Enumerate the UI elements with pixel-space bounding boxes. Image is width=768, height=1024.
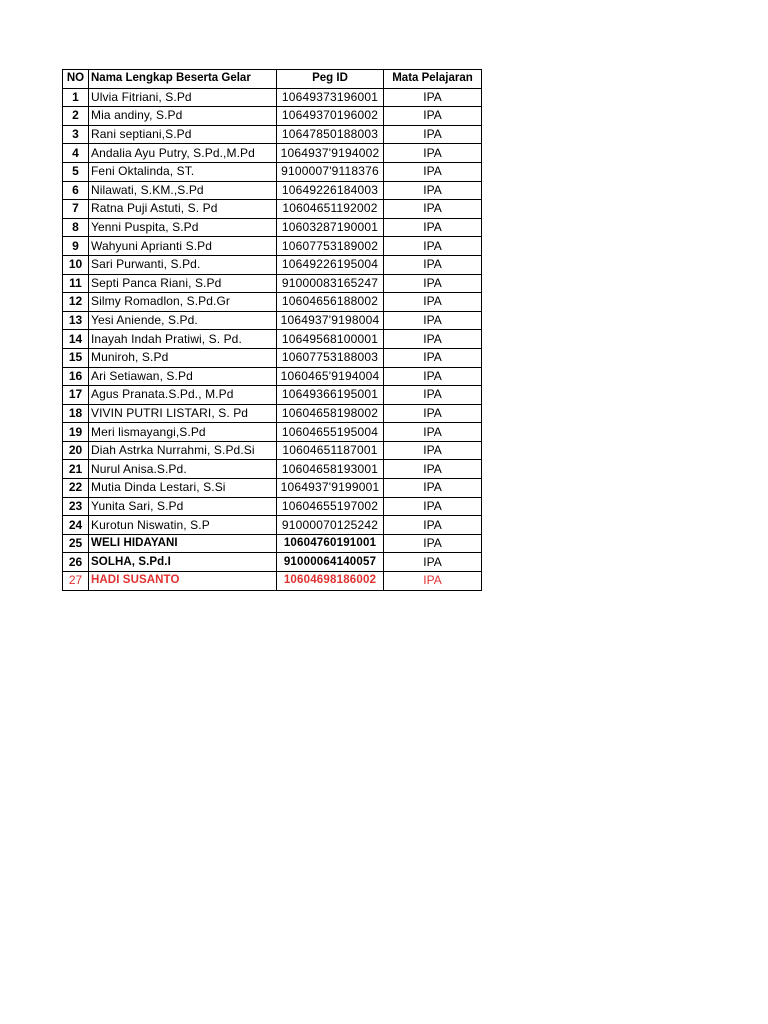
cell-no[interactable]: 16 <box>63 367 89 386</box>
table-row <box>63 348 482 367</box>
cell-name[interactable]: Feni Oktalinda, ST. <box>89 162 277 181</box>
table-row <box>63 311 482 330</box>
cell-subject[interactable]: IPA <box>384 218 482 237</box>
cell-peg-id[interactable]: 10604651187001 <box>277 441 384 460</box>
cell-name[interactable]: HADI SUSANTO <box>89 572 277 591</box>
cell-peg-id[interactable]: 10604651192002 <box>277 200 384 219</box>
header-row <box>63 70 482 89</box>
cell-peg-id[interactable]: 91000083165247 <box>277 274 384 293</box>
table-row <box>63 572 482 591</box>
cell-no[interactable]: 22 <box>63 479 89 498</box>
roster-body <box>63 88 482 590</box>
cell-subject[interactable]: IPA <box>384 311 482 330</box>
cell-peg-id[interactable]: 10607753189002 <box>277 237 384 256</box>
cell-name[interactable]: Yunita Sari, S.Pd <box>89 497 277 516</box>
cell-subject[interactable]: IPA <box>384 125 482 144</box>
cell-no[interactable]: 7 <box>63 200 89 219</box>
cell-subject[interactable]: IPA <box>384 404 482 423</box>
cell-name[interactable]: Muniroh, S.Pd <box>89 348 277 367</box>
header-subject[interactable]: Mata Pelajaran <box>384 70 482 89</box>
cell-name[interactable]: Yesi Aniende, S.Pd. <box>89 311 277 330</box>
cell-name[interactable]: Diah Astrka Nurrahmi, S.Pd.Si <box>89 441 277 460</box>
cell-subject[interactable]: IPA <box>384 497 482 516</box>
cell-peg-id[interactable]: 10649568100001 <box>277 330 384 349</box>
cell-subject[interactable]: IPA <box>384 534 482 553</box>
table-row <box>63 441 482 460</box>
cell-name[interactable]: Andalia Ayu Putry, S.Pd.,M.Pd <box>89 144 277 163</box>
cell-peg-id[interactable]: 9100007'9118376 <box>277 162 384 181</box>
cell-subject[interactable]: IPA <box>384 237 482 256</box>
cell-name[interactable]: Meri lismayangi,S.Pd <box>89 423 277 442</box>
cell-name[interactable]: Ari Setiawan, S.Pd <box>89 367 277 386</box>
cell-name[interactable]: WELI HIDAYANI <box>89 534 277 553</box>
cell-subject[interactable]: IPA <box>384 293 482 312</box>
cell-subject[interactable]: IPA <box>384 274 482 293</box>
cell-no[interactable]: 3 <box>63 125 89 144</box>
teacher-roster-table <box>62 69 482 591</box>
table-row <box>63 200 482 219</box>
table-row <box>63 386 482 405</box>
cell-name[interactable]: Wahyuni Aprianti S.Pd <box>89 237 277 256</box>
table-row <box>63 497 482 516</box>
table-row <box>63 125 482 144</box>
cell-peg-id[interactable]: 10604658198002 <box>277 404 384 423</box>
cell-no[interactable]: 12 <box>63 293 89 312</box>
cell-no[interactable]: 19 <box>63 423 89 442</box>
cell-no[interactable]: 15 <box>63 348 89 367</box>
cell-subject[interactable]: IPA <box>384 255 482 274</box>
cell-name[interactable]: Nilawati, S.KM.,S.Pd <box>89 181 277 200</box>
cell-no[interactable]: 18 <box>63 404 89 423</box>
header-name[interactable]: Nama Lengkap Beserta Gelar <box>89 70 277 89</box>
table-row <box>63 162 482 181</box>
table-row <box>63 181 482 200</box>
cell-name[interactable]: Mutia Dinda Lestari, S.Si <box>89 479 277 498</box>
cell-subject[interactable]: IPA <box>384 460 482 479</box>
cell-peg-id[interactable]: 10604655195004 <box>277 423 384 442</box>
table-row <box>63 107 482 126</box>
cell-peg-id[interactable]: 10604698186002 <box>277 572 384 591</box>
cell-peg-id[interactable]: 10604658193001 <box>277 460 384 479</box>
cell-peg-id[interactable]: 1064937'9198004 <box>277 311 384 330</box>
spreadsheet-sheet <box>62 69 482 591</box>
cell-subject[interactable]: IPA <box>384 423 482 442</box>
table-row <box>63 423 482 442</box>
cell-no[interactable]: 2 <box>63 107 89 126</box>
cell-peg-id[interactable]: 10647850188003 <box>277 125 384 144</box>
cell-subject[interactable]: IPA <box>384 107 482 126</box>
cell-peg-id[interactable]: 1060465'9194004 <box>277 367 384 386</box>
cell-no[interactable]: 25 <box>63 534 89 553</box>
cell-no[interactable]: 23 <box>63 497 89 516</box>
header-peg-id[interactable]: Peg ID <box>277 70 384 89</box>
table-row <box>63 516 482 535</box>
cell-subject[interactable]: IPA <box>384 516 482 535</box>
table-row <box>63 144 482 163</box>
cell-peg-id[interactable]: 10607753188003 <box>277 348 384 367</box>
cell-no[interactable]: 4 <box>63 144 89 163</box>
cell-name[interactable]: Silmy Romadlon, S.Pd.Gr <box>89 293 277 312</box>
table-row <box>63 218 482 237</box>
table-row <box>63 479 482 498</box>
cell-no[interactable]: 10 <box>63 255 89 274</box>
cell-peg-id[interactable]: 10649226184003 <box>277 181 384 200</box>
cell-name[interactable]: Yenni Puspita, S.Pd <box>89 218 277 237</box>
cell-name[interactable]: Ratna Puji Astuti, S. Pd <box>89 200 277 219</box>
cell-peg-id[interactable]: 10649373196001 <box>277 88 384 107</box>
cell-no[interactable]: 21 <box>63 460 89 479</box>
cell-peg-id[interactable]: 1064937'9194002 <box>277 144 384 163</box>
cell-name[interactable]: Mia andiny, S.Pd <box>89 107 277 126</box>
cell-subject[interactable]: IPA <box>384 367 482 386</box>
cell-no[interactable]: 24 <box>63 516 89 535</box>
header-no[interactable]: NO <box>63 70 89 89</box>
cell-name[interactable]: Kurotun Niswatin, S.P <box>89 516 277 535</box>
cell-no[interactable]: 1 <box>63 88 89 107</box>
table-row <box>63 553 482 572</box>
cell-peg-id[interactable]: 10649366195001 <box>277 386 384 405</box>
cell-peg-id[interactable]: 10649370196002 <box>277 107 384 126</box>
table-row <box>63 534 482 553</box>
cell-no[interactable]: 14 <box>63 330 89 349</box>
cell-peg-id[interactable]: 10649226195004 <box>277 255 384 274</box>
cell-subject[interactable]: IPA <box>384 348 482 367</box>
cell-subject[interactable]: IPA <box>384 88 482 107</box>
cell-no[interactable]: 20 <box>63 441 89 460</box>
cell-no[interactable]: 9 <box>63 237 89 256</box>
cell-name[interactable]: Inayah Indah Pratiwi, S. Pd. <box>89 330 277 349</box>
cell-subject[interactable]: IPA <box>384 572 482 591</box>
cell-subject[interactable]: IPA <box>384 441 482 460</box>
cell-no[interactable]: 26 <box>63 553 89 572</box>
cell-peg-id[interactable]: 10604655197002 <box>277 497 384 516</box>
table-row <box>63 404 482 423</box>
cell-name[interactable]: VIVIN PUTRI LISTARI, S. Pd <box>89 404 277 423</box>
cell-no[interactable]: 17 <box>63 386 89 405</box>
cell-subject[interactable]: IPA <box>384 181 482 200</box>
cell-name[interactable]: Ulvia Fitriani, S.Pd <box>89 88 277 107</box>
cell-name[interactable]: Rani septiani,S.Pd <box>89 125 277 144</box>
cell-name[interactable]: Septi Panca Riani, S.Pd <box>89 274 277 293</box>
cell-peg-id[interactable]: 10604760191001 <box>277 534 384 553</box>
cell-peg-id[interactable]: 10604656188002 <box>277 293 384 312</box>
cell-name[interactable]: Nurul Anisa.S.Pd. <box>89 460 277 479</box>
cell-peg-id[interactable]: 91000070125242 <box>277 516 384 535</box>
cell-name[interactable]: Sari Purwanti, S.Pd. <box>89 255 277 274</box>
cell-no[interactable]: 8 <box>63 218 89 237</box>
table-row <box>63 88 482 107</box>
table-row <box>63 237 482 256</box>
cell-peg-id[interactable]: 91000064140057 <box>277 553 384 572</box>
cell-no[interactable]: 13 <box>63 311 89 330</box>
cell-peg-id[interactable]: 1064937'9199001 <box>277 479 384 498</box>
table-row <box>63 460 482 479</box>
table-row <box>63 274 482 293</box>
cell-no[interactable]: 6 <box>63 181 89 200</box>
cell-no[interactable]: 5 <box>63 162 89 181</box>
cell-subject[interactable]: IPA <box>384 479 482 498</box>
table-row <box>63 293 482 312</box>
table-row <box>63 330 482 349</box>
cell-subject[interactable]: IPA <box>384 162 482 181</box>
cell-subject[interactable]: IPA <box>384 553 482 572</box>
cell-name[interactable]: SOLHA, S.Pd.I <box>89 553 277 572</box>
cell-no[interactable]: 27 <box>63 572 89 591</box>
table-row <box>63 255 482 274</box>
cell-peg-id[interactable]: 10603287190001 <box>277 218 384 237</box>
cell-subject[interactable]: IPA <box>384 386 482 405</box>
table-row <box>63 367 482 386</box>
cell-name[interactable]: Agus Pranata.S.Pd., M.Pd <box>89 386 277 405</box>
cell-subject[interactable]: IPA <box>384 200 482 219</box>
cell-subject[interactable]: IPA <box>384 144 482 163</box>
cell-subject[interactable]: IPA <box>384 330 482 349</box>
cell-no[interactable]: 11 <box>63 274 89 293</box>
